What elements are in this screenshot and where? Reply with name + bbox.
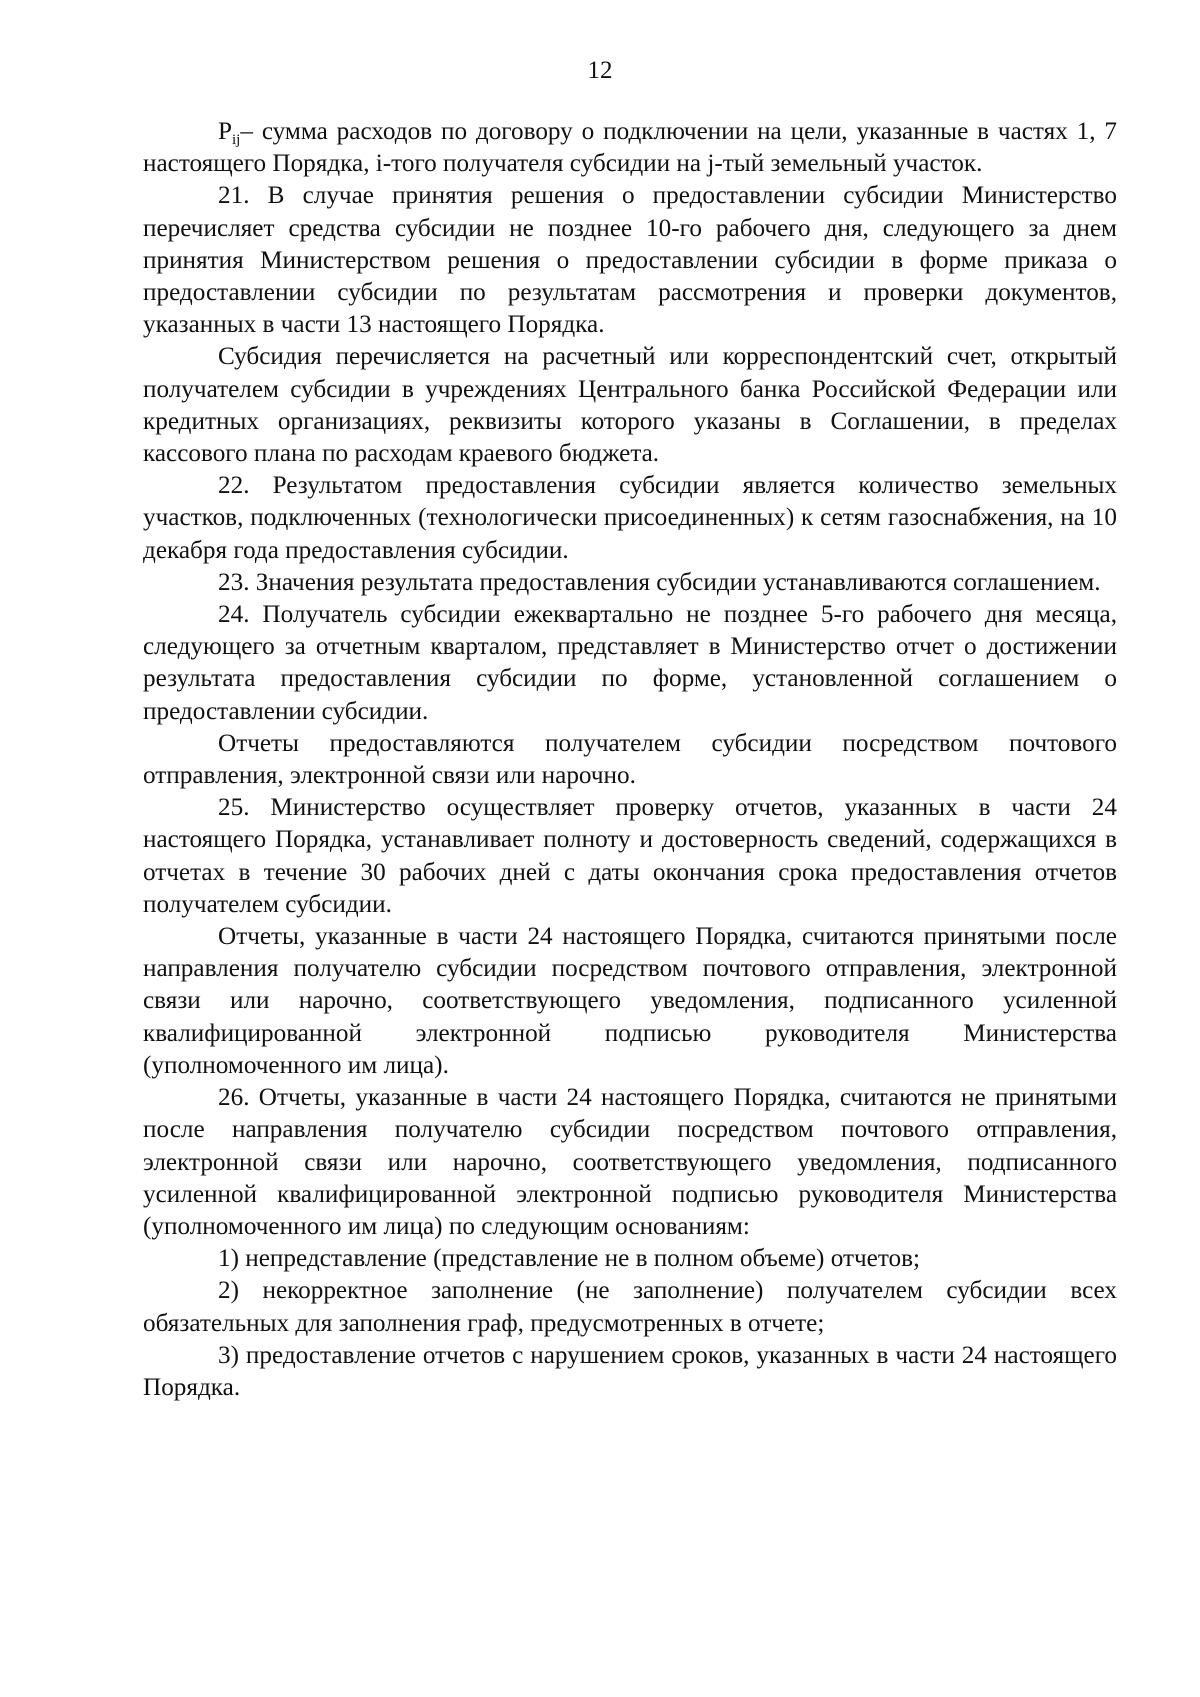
paragraph-24-reports-delivery: Отчеты предоставляются получателем субсидии посредством почтового отправления, электронной связи или нарочно.	[143, 729, 1117, 790]
formula-definition-text: – сумма расходов по договору о подключении на цели, указанные в частях 1, 7 настоящего Порядка, i-того получателя субсидии на j-тый земельный участок.	[143, 118, 1117, 178]
list-item-1: 1) непредставление (представление не в полном объеме) отчетов;	[218, 1245, 920, 1273]
page-number: 12	[587, 57, 613, 84]
paragraph-22: 22. Результатом предоставления субсидии является количество земельных участков, подключенных (технологически присоединенных) к сетям газоснабжения, на 10 декабря года предоставления субсидии.	[143, 472, 1117, 564]
paragraph-25-reports-accepted: Отчеты, указанные в части 24 настоящего Порядка, считаются принятыми после направления получателю субсидии посредством почтового отправления, электронной связи или нарочно, соответствующего уведомления, подписанного усиленной квалифицированной электронной подписью руководителя Министерства (уполномоченного им лица).	[143, 923, 1117, 1079]
formula-subscript: ij	[232, 132, 241, 148]
document-body	[143, 116, 1117, 1404]
paragraph-21: 21. В случае принятия решения о предоставлении субсидии Министерство перечисляет средства субсидии не позднее 10-го рабочего дня, следующего за днем принятия Министерством решения о предоставлении субсидии в форме приказа о предоставлении субсидии по результатам рассмотрения и проверки документов, указанных в части 13 настоящего Порядка.	[143, 182, 1117, 339]
formula-symbol: P	[218, 118, 233, 145]
paragraph-25: 25. Министерство осуществляет проверку отчетов, указанных в части 24 настоящего Порядка, устанавливает полноту и достоверность сведений, содержащихся в отчетах в течение 30 рабочих дней с даты окончания срока предоставления отчетов получателем субсидии.	[143, 794, 1117, 918]
paragraph-21-subsidy-transfer: Субсидия перечисляется на расчетный или корреспондентский счет, открытый получателем субсидии в учреждениях Центрального банка Российской Федерации или кредитных организациях, реквизиты которого указаны в Соглашении, в пределах кассового плана по расходам краевого бюджета.	[143, 343, 1117, 468]
paragraph-26: 26. Отчеты, указанные в части 24 настоящего Порядка, считаются не принятыми после направления получателю субсидии посредством почтового отправления, электронной связи или нарочно, соответствующего уведомления, подписанного усиленной квалифицированной электронной подписью руководителя Министерства (уполномоченного им лица) по следующим основаниям:	[143, 1084, 1117, 1240]
paragraph-24: 24. Получатель субсидии ежеквартально не позднее 5-го рабочего дня месяца, следующего за отчетным кварталом, представляет в Министерство отчет о достижении результата предоставления субсидии по форме, установленной соглашением о предоставлении субсидии.	[143, 601, 1117, 725]
list-item-3: 3) предоставление отчетов с нарушением сроков, указанных в части 24 настоящего Порядка.	[143, 1341, 1117, 1401]
paragraph-23: 23. Значения результата предоставления субсидии устанавливаются соглашением.	[218, 568, 1101, 596]
formula-definition	[143, 116, 1117, 180]
list-item-2: 2) некорректное заполнение (не заполнение) получателем субсидии всех обязательных для заполнения граф, предусмотренных в отчете;	[143, 1277, 1117, 1337]
